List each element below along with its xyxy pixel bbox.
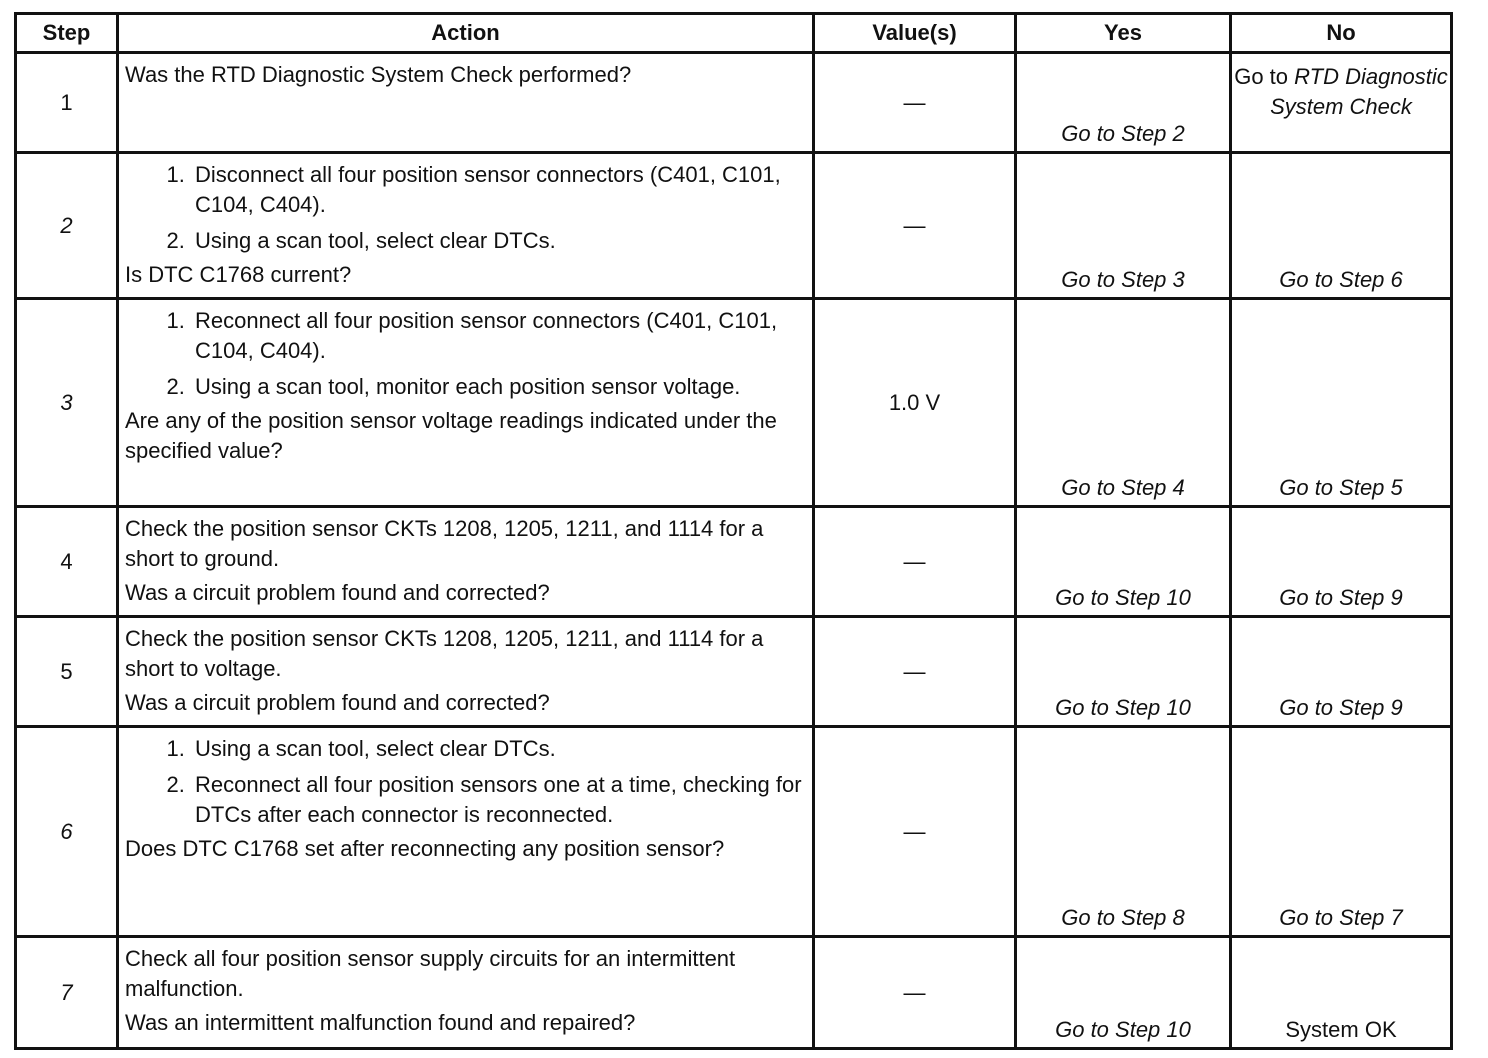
question-text: Does DTC C1768 set after reconnecting any position sensor? (125, 836, 725, 861)
action-cell (118, 507, 814, 617)
action-item: 2. Reconnect all four position sensors one at a time, checking for DTCs after each connector is reconnected. (191, 770, 804, 830)
value-cell: — (814, 153, 1016, 299)
action-text: Check the position sensor CKTs 1208, 1205, 1211, and 1114 for a short to voltage. (125, 626, 764, 681)
action-text: Check the position sensor CKTs 1208, 1205, 1211, and 1114 for a short to ground. (125, 516, 764, 571)
header-values: Value(s) (814, 14, 1016, 53)
no-cell (1231, 53, 1452, 153)
question-text: Is DTC C1768 current? (125, 262, 352, 287)
action-cell (118, 53, 814, 153)
action-text: Check all four position sensor supply circuits for an intermittent malfunction. (125, 946, 736, 1001)
action-text: Was the RTD Diagnostic System Check performed? (125, 62, 632, 87)
no-cell: System OK (1231, 937, 1452, 1049)
header-no: No (1231, 14, 1452, 53)
step-number: 1 (16, 53, 118, 153)
no-cell: Go to Step 7 (1231, 727, 1452, 937)
yes-cell: Go to Step 8 (1016, 727, 1231, 937)
table-row (16, 727, 1452, 937)
action-cell (118, 299, 814, 507)
value-cell: — (814, 617, 1016, 727)
yes-cell: Go to Step 10 (1016, 617, 1231, 727)
no-link-rtd-check: RTD Diagnostic System Check (1270, 64, 1448, 119)
header-yes: Yes (1016, 14, 1231, 53)
no-cell: Go to Step 5 (1231, 299, 1452, 507)
action-item: 2. Using a scan tool, monitor each position sensor voltage. (191, 372, 804, 402)
action-item: 1. Reconnect all four position sensor connectors (C401, C101, C104, C404). (191, 306, 804, 366)
yes-cell: Go to Step 10 (1016, 937, 1231, 1049)
step-number: 2 (16, 153, 118, 299)
step-number: 5 (16, 617, 118, 727)
diagnostic-table (14, 12, 1453, 1050)
table-row (16, 53, 1452, 153)
value-cell: — (814, 937, 1016, 1049)
header-row (16, 14, 1452, 53)
action-list (125, 306, 804, 402)
yes-cell: Go to Step 3 (1016, 153, 1231, 299)
action-cell (118, 727, 814, 937)
table-row (16, 937, 1452, 1049)
header-action: Action (118, 14, 814, 53)
step-number: 6 (16, 727, 118, 937)
step-number: 7 (16, 937, 118, 1049)
action-cell (118, 617, 814, 727)
value-cell: 1.0 V (814, 299, 1016, 507)
question-text: Are any of the position sensor voltage readings indicated under the specified value? (125, 408, 777, 463)
question-text: Was an intermittent malfunction found and repaired? (125, 1010, 636, 1035)
table-row (16, 299, 1452, 507)
step-number: 4 (16, 507, 118, 617)
question-text: Was a circuit problem found and corrected? (125, 580, 550, 605)
action-item: 1. Disconnect all four position sensor connectors (C401, C101, C104, C404). (191, 160, 804, 220)
action-list (125, 160, 804, 256)
action-cell (118, 153, 814, 299)
value-cell: — (814, 507, 1016, 617)
action-item: 2. Using a scan tool, select clear DTCs. (191, 226, 804, 256)
action-cell (118, 937, 814, 1049)
header-step: Step (16, 14, 118, 53)
step-number: 3 (16, 299, 118, 507)
table-row (16, 153, 1452, 299)
yes-cell: Go to Step 2 (1016, 53, 1231, 153)
action-item: 1. Using a scan tool, select clear DTCs. (191, 734, 804, 764)
value-cell: — (814, 53, 1016, 153)
no-cell: Go to Step 9 (1231, 617, 1452, 727)
no-prefix: Go to (1234, 64, 1289, 89)
no-cell: Go to Step 9 (1231, 507, 1452, 617)
yes-cell: Go to Step 4 (1016, 299, 1231, 507)
yes-cell: Go to Step 10 (1016, 507, 1231, 617)
action-list (125, 734, 804, 830)
question-text: Was a circuit problem found and corrected? (125, 690, 550, 715)
value-cell: — (814, 727, 1016, 937)
table-row (16, 617, 1452, 727)
table-row (16, 507, 1452, 617)
no-cell: Go to Step 6 (1231, 153, 1452, 299)
